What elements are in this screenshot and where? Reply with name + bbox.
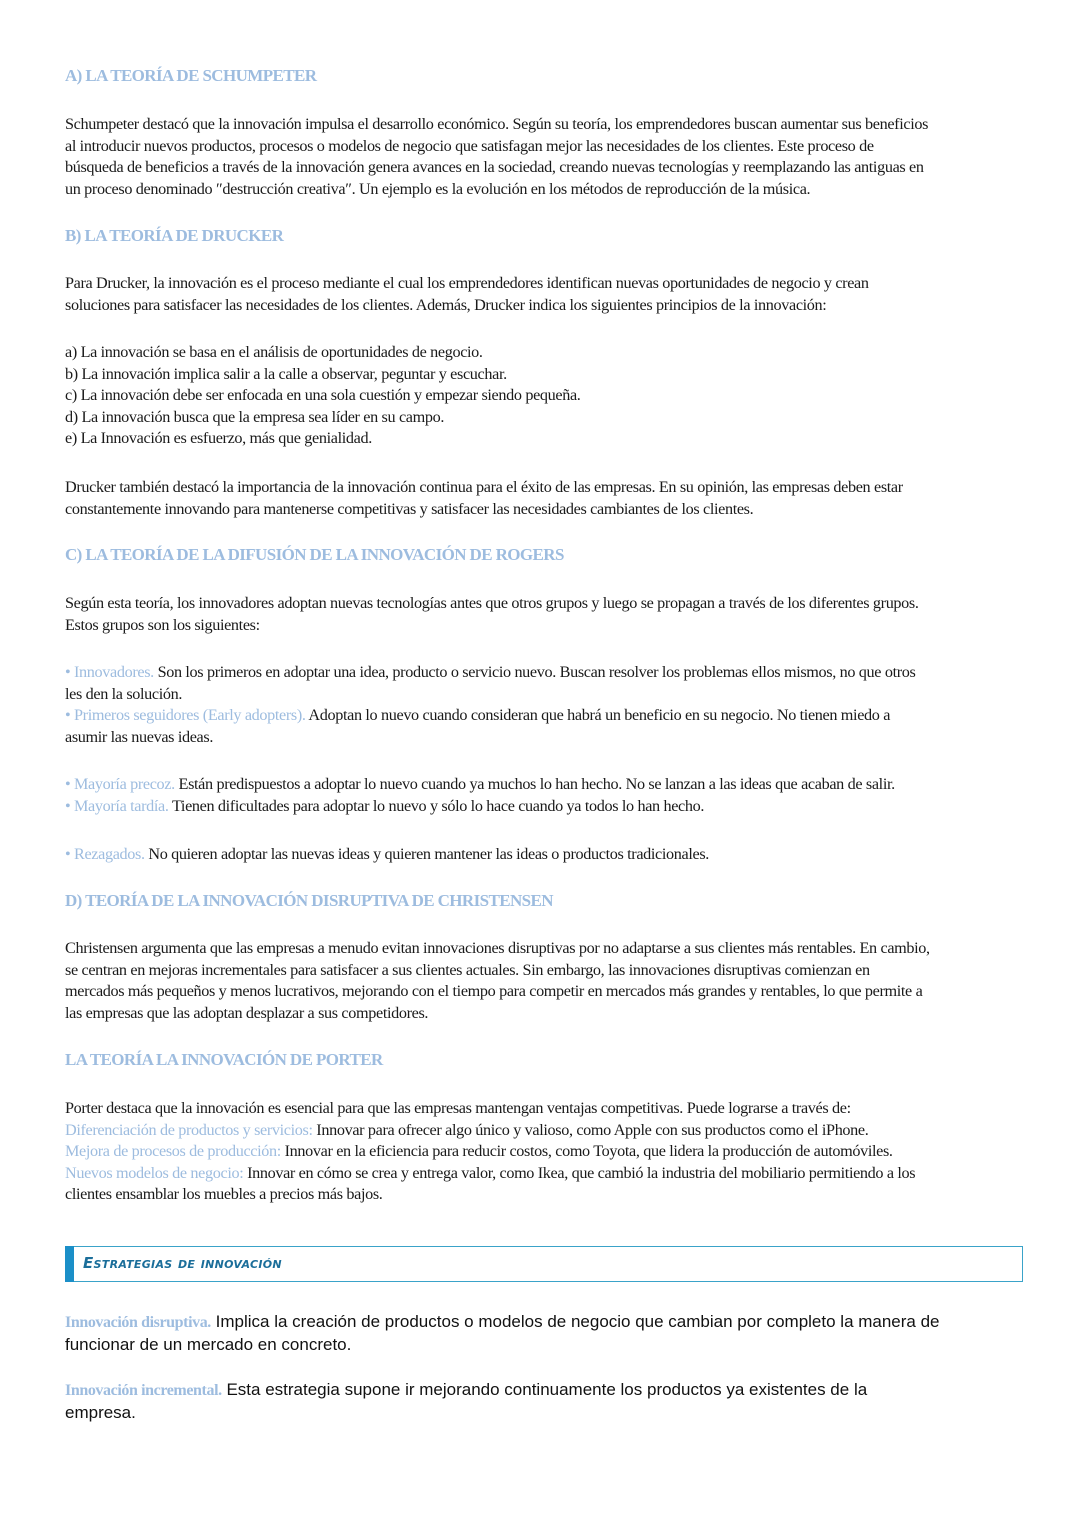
list-item-mayoria-precoz: • Mayoría precoz. Están predispuestos a adoptar lo nuevo cuando ya muchos lo han hecho. No se lanzan a las ideas que acaban de salir. — [65, 775, 895, 793]
strategy-disruptiva: Innovación disruptiva. Implica la creación de productos o modelos de negocio que cambian por completo la manera de funcionar de un mercado en concreto. — [65, 1311, 1025, 1356]
term: Nuevos modelos de negocio: — [65, 1163, 244, 1182]
schumpeter-paragraph — [65, 114, 1025, 200]
text-line: funcionar de un mercado en concreto. — [65, 1335, 352, 1354]
text-line: Schumpeter destacó que la innovación impulsa el desarrollo económico. Según su teoría, los emprendedores buscan aumentar sus beneficios — [65, 115, 929, 133]
list-item: a) La innovación se basa en el análisis de oportunidades de negocio. — [65, 343, 483, 361]
text-line: Para Drucker, la innovación es el proceso mediante el cual los emprendedores identifican nuevas oportunidades de negocio y crean — [65, 274, 869, 292]
list-item: b) La innovación implica salir a la calle a observar, peguntar y escuchar. — [65, 364, 507, 383]
text-line: al introducir nuevos productos, procesos o modelos de negocio que satisfagan mejor las necesidades de los clientes. Este proceso de — [65, 136, 874, 155]
text-line: un proceso denominado ″destrucción creativa″. Un ejemplo es la evolución en los métodos de reproducción de la música. — [65, 179, 811, 198]
list-item: d) La innovación busca que la empresa sea líder en su campo. — [65, 407, 445, 426]
section-banner-strategies — [65, 1246, 1023, 1282]
text-line: constantemente innovando para mantenerse competitivas y satisfacer las necesidades cambiantes de los clientes. — [65, 499, 754, 518]
list-item-rezagados: • Rezagados. No quieren adoptar las nuevas ideas y quieren mantener las ideas o productos tradicionales. — [65, 845, 709, 863]
text-line: las empresas que las adoptan desplazar a sus competidores. — [65, 1003, 429, 1022]
porter-item-diferenciacion: Diferenciación de productos y servicios: Innovar para ofrecer algo único y valioso, como Apple con sus productos como el iPhone. — [65, 1120, 869, 1139]
section-heading-schumpeter: A) LA TEORÍA DE SCHUMPETER — [65, 66, 317, 85]
porter-item-modelos: Nuevos modelos de negocio: Innovar en cómo se crea y entrega valor, como Ikea, que cambió la industria del mobiliario permitiendo a los — [65, 1163, 916, 1182]
section-heading-drucker: B) LA TEORÍA DE DRUCKER — [65, 226, 284, 245]
list-item-mayoria-tardia: • Mayoría tardía. Tienen dificultades para adoptar lo nuevo y sólo lo hace cuando ya todos lo han hecho. — [65, 796, 705, 815]
section-heading-porter: LA TEORÍA LA INNOVACIÓN DE PORTER — [65, 1050, 383, 1069]
rogers-intro-paragraph — [65, 593, 1025, 636]
text-line: Según esta teoría, los innovadores adoptan nuevas tecnologías antes que otros grupos y luego se propagan a través de los diferentes grupos. — [65, 594, 919, 612]
term: Mejora de procesos de producción: — [65, 1142, 281, 1161]
strategy-incremental: Innovación incremental. Esta estrategia supone ir mejorando continuamente los productos ya existentes de la empresa. — [65, 1379, 1025, 1424]
rogers-group-list-3 — [65, 844, 1025, 866]
list-item: e) La Innovación es esfuerzo, más que genialidad. — [65, 429, 372, 448]
drucker-intro-paragraph — [65, 273, 1025, 316]
list-item-innovadores: • Innovadores. Son los primeros en adoptar una idea, producto o servicio nuevo. Buscan resolver los problemas ellos mismos, no que otros — [65, 663, 916, 681]
term: • Innovadores. — [65, 663, 154, 681]
banner-accent-bar — [65, 1246, 74, 1282]
section-heading-christensen: D) TEORÍA DE LA INNOVACIÓN DISRUPTIVA DE CHRISTENSEN — [65, 891, 553, 910]
term: • Mayoría tardía. — [65, 796, 169, 815]
porter-item-procesos: Mejora de procesos de producción: Innovar en la eficiencia para reducir costos, como Toyota, que lidera la producción de automóviles. — [65, 1142, 893, 1161]
drucker-closing-paragraph — [65, 477, 1025, 520]
section-heading-rogers: C) LA TEORÍA DE LA DIFUSIÓN DE LA INNOVACIÓN DE ROGERS — [65, 545, 564, 564]
text-line: Porter destaca que la innovación es esencial para que las empresas mantengan ventajas competitivas. Puede lograrse a través de: — [65, 1099, 851, 1117]
text-line: clientes ensamblar los muebles a precios más bajos. — [65, 1185, 383, 1204]
text-line: soluciones para satisfacer las necesidades de los clientes. Además, Drucker indica los siguientes principios de la innovación: — [65, 295, 827, 314]
rogers-group-list — [65, 662, 1025, 748]
text-line: se centran en mejoras incrementales para satisfacer a sus clientes actuales. Sin embargo, las innovaciones disruptivas comienzan en — [65, 960, 870, 979]
text-line: Christensen argumenta que las empresas a menudo evitan innovaciones disruptivas por no adaptarse a sus clientes más rentables. En cambio, — [65, 939, 930, 957]
term: • Primeros seguidores (Early adopters). — [65, 706, 306, 725]
christensen-paragraph — [65, 938, 1025, 1024]
term: • Rezagados. — [65, 845, 145, 863]
porter-paragraph — [65, 1098, 1025, 1206]
text-line: mercados más pequeños y menos lucrativos, mejorando con el tiempo para competir en mercados más grandes y rentables, lo que permite a — [65, 982, 923, 1001]
list-item: c) La innovación debe ser enfocada en una sola cuestión y empezar siendo pequeña. — [65, 386, 581, 405]
term: Diferenciación de productos y servicios: — [65, 1120, 313, 1139]
drucker-principles-list — [65, 342, 1025, 450]
rogers-group-list-2 — [65, 774, 1025, 817]
text-line: búsqueda de beneficios a través de la innovación genera avances en la sociedad, creando nuevas tecnologías y reemplazando las antiguas en — [65, 158, 924, 177]
term: • Mayoría precoz. — [65, 775, 175, 793]
text-line: Estos grupos son los siguientes: — [65, 615, 260, 634]
list-item-early-adopters: • Primeros seguidores (Early adopters). Adoptan lo nuevo cuando consideran que habrá un beneficio en su negocio. No tienen miedo a — [65, 706, 891, 725]
text-line: asumir las nuevas ideas. — [65, 727, 214, 746]
text-line: les den la solución. — [65, 684, 183, 703]
term: Innovación disruptiva. — [65, 1314, 211, 1331]
banner-title: Estrategias de innovación — [83, 1254, 282, 1272]
text-line: Drucker también destacó la importancia de la innovación continua para el éxito de las empresas. En su opinión, las empresas deben estar — [65, 478, 903, 496]
term: Innovación incremental. — [65, 1382, 222, 1399]
text-line: empresa. — [65, 1403, 136, 1422]
